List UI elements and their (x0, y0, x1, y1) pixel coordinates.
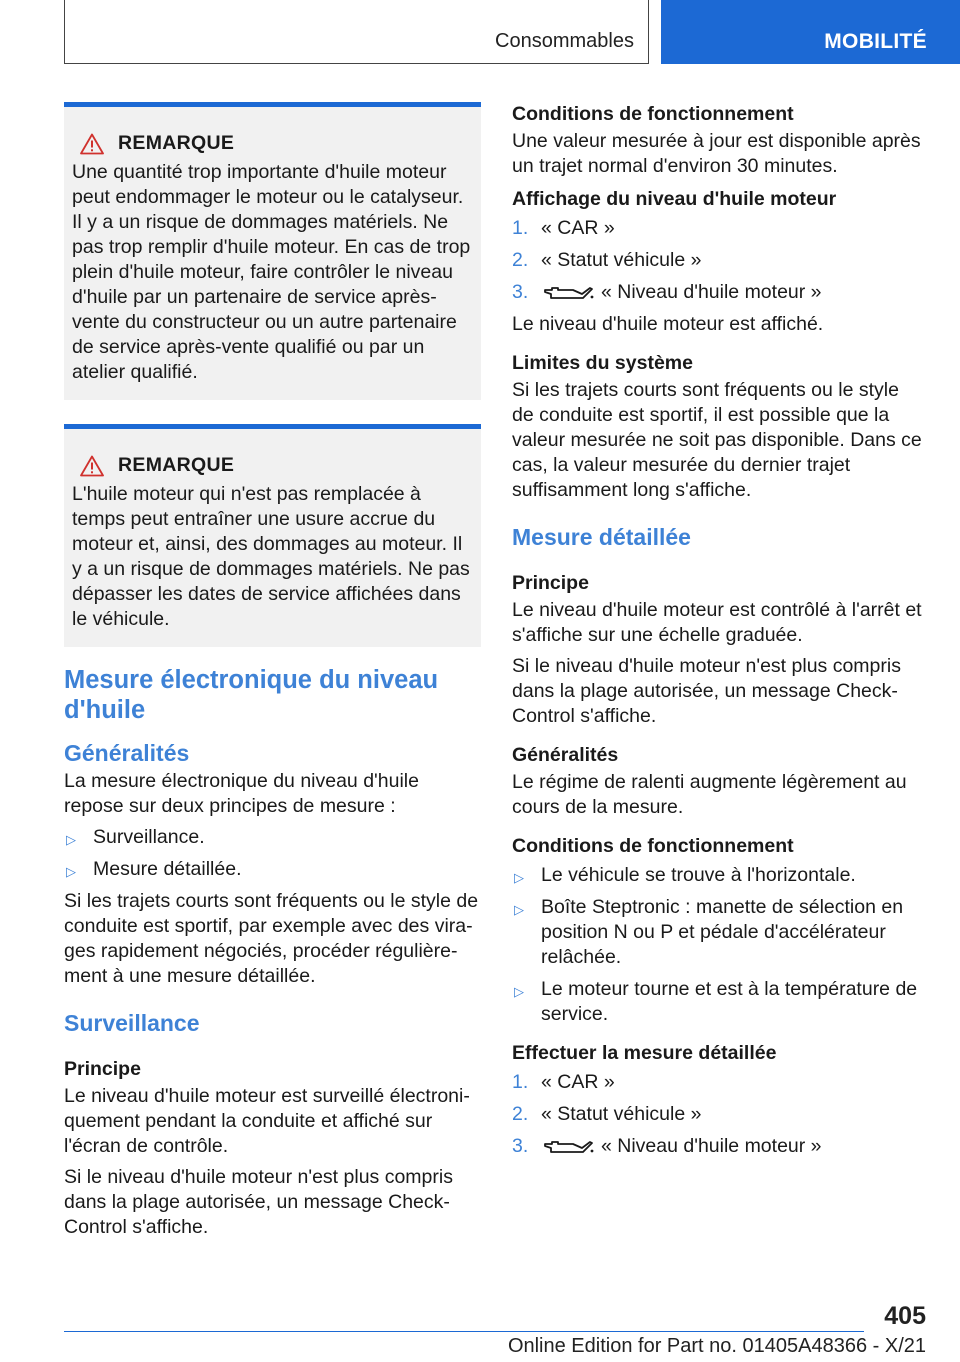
triangle-bullet-icon: ▷ (514, 902, 524, 917)
conditions-list (512, 863, 926, 1027)
principe-text-1: Le niveau d'huile moteur est surveillé électroniquement pendant la conduite et affiché sur l'écran de contrôle. (64, 1085, 470, 1157)
list-item: ▷ Surveillance. (64, 825, 481, 850)
list-item: ▷ Le moteur tourne et est à la température de service. (514, 978, 918, 1025)
general-text: La mesure électronique du niveau d'huile repose sur deux principes de mesure : (64, 770, 419, 817)
oil-can-icon (543, 1139, 595, 1155)
triangle-bullet-icon: ▷ (514, 984, 524, 999)
list-item: ▷ Le véhicule se trouve à l'horizontale. (512, 863, 926, 888)
list-item: 2. « Statut véhicule » (512, 249, 702, 271)
header-section-box (64, 0, 649, 64)
right-column (512, 102, 926, 1166)
footer-edition: Online Edition for Part no. 01405A48366 - X/21 (507, 1335, 926, 1357)
perform-steps-list (512, 1070, 926, 1159)
general-heading: Généralités (512, 744, 619, 766)
general-text-2: Si les trajets courts sont fréquents ou le style de conduite est sportif, par exemple avec des virages rapidement négociés, procéder régulièrement à une mesure détaillée. (64, 890, 479, 987)
list-item: 1. « CAR » (512, 217, 615, 239)
general-text: Le régime de ralenti augmente légèrement au cours de la mesure. (512, 771, 907, 818)
notice-header (72, 132, 473, 155)
conditions-heading-2: Conditions de fonctionnement (512, 835, 794, 857)
footer-rule (64, 1331, 864, 1332)
triangle-bullet-icon: ▷ (514, 870, 524, 885)
notice-text: Une quantité trop importante d'huile moteur peut endommager le moteur ou le catalyseur. Il y a un risque de dommages matériels. Ne pas trop remplir d'huile moteur. En cas de trop plein d'huile moteur, faire contrôler le niveau d'huile par un partenaire de service après-vente du constructeur ou un autre partenaire de service après-vente qualifié ou par un atelier qualifié. (72, 161, 471, 383)
detailed-measure-heading: Mesure détaillée (512, 524, 691, 550)
header-chapter-tab (661, 0, 960, 64)
list-item: 3. « Niveau d'huile moteur » (512, 1135, 822, 1157)
conditions-heading: Conditions de fonctionnement (512, 103, 794, 125)
warning-triangle-icon (80, 133, 104, 155)
list-item: 3. « Niveau d'huile moteur » (512, 281, 822, 303)
warning-triangle-icon (80, 455, 104, 477)
notice-title: REMARQUE (118, 132, 235, 154)
header-chapter-title: MOBILITÉ (824, 30, 927, 53)
principe-text-1: Le niveau d'huile moteur est contrôlé à l'arrêt et s'affiche sur une échelle graduée. (512, 599, 922, 646)
notice-text: L'huile moteur qui n'est pas remplacée à temps peut entraîner une usure accrue du moteur et, ainsi, des dommages au moteur. Il y a un risque de dommages matériels. Ne pas dépasser les dates de service affichées dans le véhicule. (72, 483, 470, 630)
general-heading: Généralités (64, 740, 190, 766)
oil-can-icon (543, 285, 595, 301)
principe-heading: Principe (64, 1058, 141, 1080)
left-column (64, 102, 481, 1246)
measure-principles-list (64, 825, 481, 882)
principe-text-2: Si le niveau d'huile moteur n'est plus compris dans la plage autorisée, un message Check-Control s'affiche. (512, 655, 901, 727)
limits-heading: Limites du système (512, 352, 693, 374)
surveillance-heading: Surveillance (64, 1010, 200, 1036)
main-heading: Mesure électronique du niveau d'huile (64, 666, 439, 724)
header-section-title: Consommables (495, 30, 634, 52)
list-item: 1. « CAR » (512, 1071, 615, 1093)
limits-text: Si les trajets courts sont fréquents ou le style de conduite est sportif, il est possible que la valeur mesurée ne soit pas disponible. Dans ce cas, la valeur mesurée du dernier trajet suffisamment long s'affiche. (512, 379, 922, 501)
conditions-text: Une valeur mesurée à jour est disponible après un trajet normal d'environ 30 minutes. (512, 130, 921, 177)
principe-text-2: Si le niveau d'huile moteur n'est plus compris dans la plage autorisée, un message Check-Control s'affiche. (64, 1166, 453, 1238)
page-number: 405 (884, 1302, 926, 1330)
notice-title: REMARQUE (118, 454, 235, 476)
notice-box-overfill (64, 102, 481, 400)
principe-heading: Principe (512, 572, 589, 594)
notice-header (72, 454, 473, 477)
triangle-bullet-icon: ▷ (66, 832, 76, 847)
list-item: 2. « Statut véhicule » (512, 1103, 702, 1125)
display-heading: Affichage du niveau d'huile moteur (512, 188, 837, 210)
display-result: Le niveau d'huile moteur est affiché. (512, 313, 824, 335)
notice-box-service (64, 424, 481, 647)
display-steps-list (512, 216, 926, 305)
list-item: ▷ Boîte Steptronic : manette de sélection en position N ou P et pédale d'accélérateur relâchée. (514, 896, 904, 968)
triangle-bullet-icon: ▷ (66, 864, 76, 879)
perform-heading: Effectuer la mesure détaillée (512, 1042, 777, 1064)
list-item: ▷ Mesure détaillée. (64, 857, 481, 882)
